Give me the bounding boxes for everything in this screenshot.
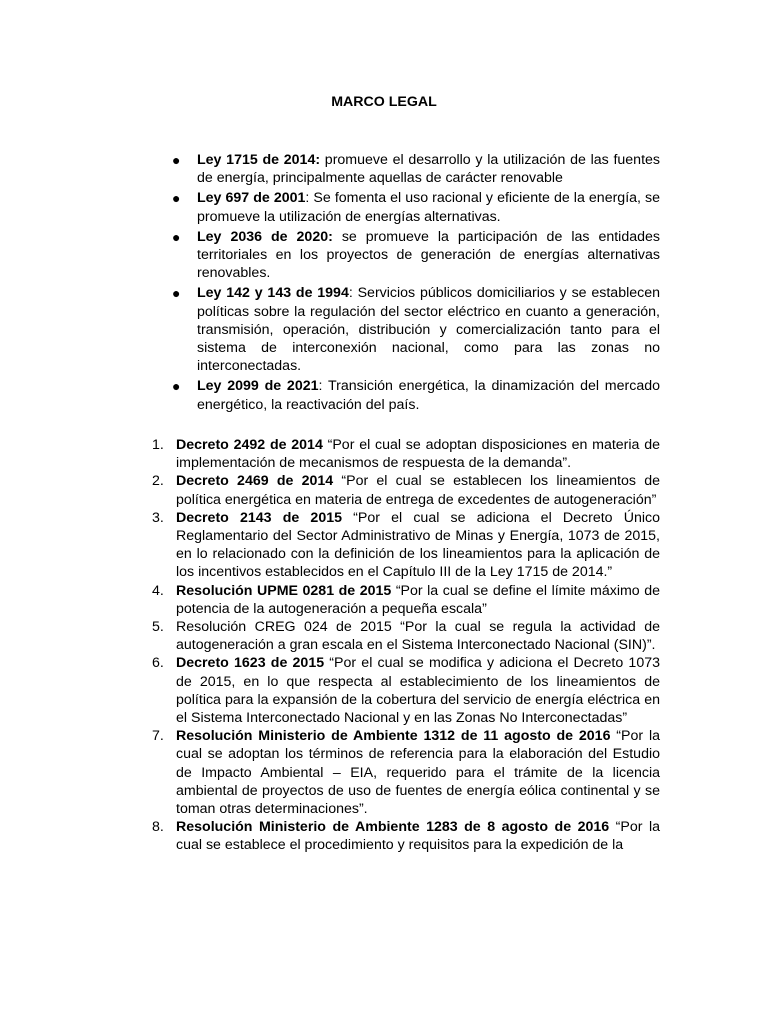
- norm-name: Decreto 2143 de 2015: [176, 509, 342, 526]
- item-number: 5.: [152, 619, 164, 636]
- list-item: [148, 436, 660, 472]
- list-item: [168, 189, 660, 225]
- norm-description: “Por la cual se establece el procedimiento y requisitos para la expedición de la: [176, 819, 660, 854]
- list-item: [148, 727, 660, 818]
- norm-description: “Por el cual se establecen los lineamientos de política energética en materia de entrega de excedentes de autogeneración”: [176, 473, 660, 508]
- norm-name: Decreto 2492 de 2014: [176, 437, 323, 453]
- item-number: 3.: [152, 509, 164, 526]
- item-number: 8.: [152, 819, 164, 836]
- norm-description: Resolución CREG 024 de 2015 “Por la cual se regula la actividad de autogeneración a gran escala en el Sistema Interconectado Nacional (SIN)”.: [176, 619, 660, 654]
- list-item: [168, 284, 660, 375]
- bullet-icon: ●: [172, 378, 181, 395]
- law-description: : Servicios públicos domiciliarios y se establecen políticas sobre la regulación del sector eléctrico en cuanto a generación, transmisión, operación, distribución y comercialización tanto para el sistema de interconexión nacional, como para las zonas no interconectadas.: [197, 285, 660, 375]
- law-name: Ley 697 de 2001: [197, 190, 306, 207]
- law-name: Ley 142 y 143 de 1994: [197, 285, 349, 302]
- list-item: [168, 151, 660, 187]
- law-description: promueve el desarrollo y la utilización de las fuentes de energía, principalmente aquellas de carácter renovable: [197, 152, 660, 187]
- law-name: Ley 1715 de 2014:: [197, 152, 321, 168]
- item-number: 7.: [152, 728, 164, 745]
- bullet-icon: ●: [172, 285, 181, 302]
- item-number: 6.: [152, 655, 164, 672]
- law-description: se promueve la participación de las entidades territoriales en los proyectos de generación de energías alternativas renovables.: [197, 228, 660, 282]
- document-title: MARCO LEGAL: [331, 94, 437, 110]
- list-item: [148, 472, 660, 508]
- norm-name: Resolución Ministerio de Ambiente 1283 de 8 agosto de 2016: [176, 819, 610, 836]
- decrees-numbered-list: [148, 436, 660, 855]
- bullet-icon: ●: [172, 152, 181, 168]
- list-item: [148, 818, 660, 854]
- bullet-icon: ●: [172, 190, 181, 207]
- norm-description: “Por el cual se adiciona el Decreto Único Reglamentario del Sector Administrativo de Minas y Energía, 1073 de 2015, en lo relacionado con la definición de los lineamientos para la aplicación de los incentivos establecidos en el Capítulo III de la Ley 1715 de 2014.”: [176, 509, 660, 581]
- list-item: [148, 654, 660, 727]
- list-item: [168, 377, 660, 413]
- norm-description: “Por el cual se adoptan disposiciones en materia de implementación de mecanismos de respuesta de la demanda”.: [176, 437, 660, 472]
- norm-description: “Por la cual se define el límite máximo de potencia de la autogeneración a pequeña escala”: [176, 582, 660, 617]
- norm-name: Resolución UPME 0281 de 2015: [176, 582, 392, 599]
- laws-bullet-list: [168, 151, 660, 416]
- norm-name: Decreto 1623 de 2015: [176, 655, 325, 672]
- norm-description: “Por la cual se adoptan los términos de referencia para la elaboración del Estudio de Impacto Ambiental – EIA, requerido para el trámite de la licencia ambiental de proyectos de uso de fuentes de energía eólica continental y se toman otras determinaciones”.: [176, 728, 660, 818]
- list-item: [148, 509, 660, 582]
- law-description: : Transición energética, la dinamización del mercado energético, la reactivación del país.: [197, 378, 660, 413]
- item-number: 4.: [152, 582, 164, 599]
- list-item: [148, 618, 660, 654]
- item-number: 1.: [152, 437, 164, 453]
- norm-name: Decreto 2469 de 2014: [176, 473, 334, 490]
- list-item: [168, 228, 660, 283]
- norm-description: “Por el cual se modifica y adiciona el Decreto 1073 de 2015, en lo que respecta al establecimiento de los lineamientos de política para la expansión de la cobertura del servicio de energía eléctrica en el Sistema Interconectado Nacional y en las Zonas No Interconectadas”: [176, 655, 660, 727]
- law-description: : Se fomenta el uso racional y eficiente de la energía, se promueve la utilización de energías alternativas.: [197, 190, 661, 225]
- item-number: 2.: [152, 473, 164, 490]
- list-item: [148, 582, 660, 618]
- law-name: Ley 2099 de 2021: [197, 378, 319, 395]
- law-name: Ley 2036 de 2020:: [197, 228, 333, 245]
- bullet-icon: ●: [172, 228, 181, 245]
- norm-name: Resolución Ministerio de Ambiente 1312 de 11 agosto de 2016: [176, 728, 611, 745]
